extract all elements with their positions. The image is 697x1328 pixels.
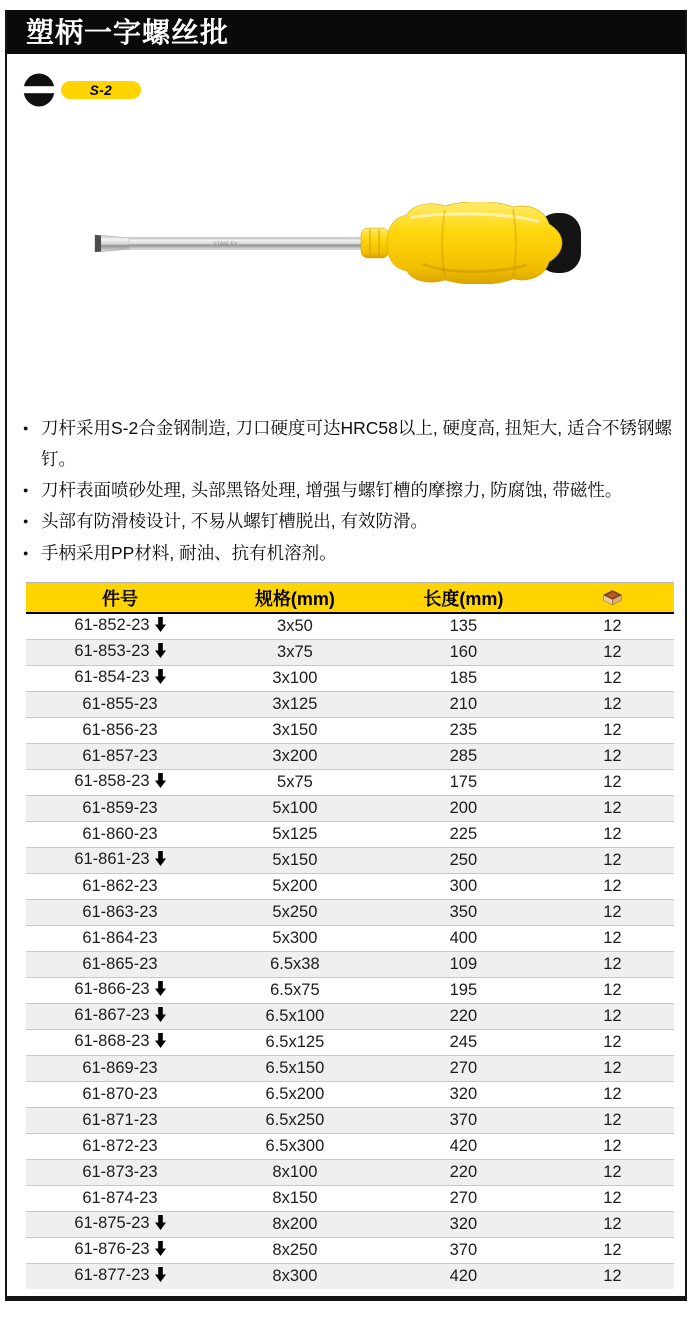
length-cell: 135 bbox=[449, 617, 478, 635]
part-number: 61-853-23 bbox=[74, 642, 150, 660]
qty-cell: 12 bbox=[551, 770, 674, 796]
part-number: 61-868-23 bbox=[74, 1032, 150, 1050]
table-row bbox=[26, 874, 674, 900]
length-cell: 270 bbox=[376, 1056, 551, 1082]
page-title: 塑柄一字螺丝批 bbox=[7, 10, 685, 54]
table-row bbox=[26, 1186, 674, 1212]
length-cell: 225 bbox=[376, 822, 551, 848]
spec-cell: 5x75 bbox=[214, 770, 376, 796]
spec-cell: 3x200 bbox=[214, 744, 376, 770]
length-cell: 210 bbox=[376, 692, 551, 718]
table-row bbox=[26, 613, 674, 640]
down-arrow-icon bbox=[155, 1215, 166, 1235]
spec-cell: 3x125 bbox=[214, 692, 376, 718]
spec-cell: 8x150 bbox=[214, 1186, 376, 1212]
length-cell: 245 bbox=[376, 1030, 551, 1056]
qty-cell: 12 bbox=[551, 926, 674, 952]
table-row bbox=[26, 900, 674, 926]
down-arrow-icon bbox=[155, 1241, 166, 1261]
length-cell: 270 bbox=[376, 1186, 551, 1212]
table-row bbox=[26, 1212, 674, 1238]
spec-table bbox=[26, 582, 674, 1289]
header-pack-qty bbox=[551, 583, 674, 614]
length-cell: 220 bbox=[376, 1004, 551, 1030]
part-number: 61-867-23 bbox=[74, 1006, 150, 1024]
qty-cell: 12 bbox=[551, 1238, 674, 1264]
table-row bbox=[26, 796, 674, 822]
table-row bbox=[26, 848, 674, 874]
part-number: 61-858-23 bbox=[74, 772, 150, 790]
table-row bbox=[26, 926, 674, 952]
down-arrow-icon bbox=[155, 1033, 166, 1053]
spec-cell: 3x75 bbox=[214, 640, 376, 666]
spec-cell: 5x300 bbox=[214, 926, 376, 952]
spec-cell: 6.5x250 bbox=[214, 1108, 376, 1134]
qty-cell: 12 bbox=[551, 666, 674, 692]
down-arrow-icon bbox=[155, 851, 166, 871]
qty-cell: 12 bbox=[551, 822, 674, 848]
qty-cell: 12 bbox=[603, 617, 622, 635]
product-photo bbox=[93, 202, 585, 289]
table-row bbox=[26, 666, 674, 692]
length-cell: 320 bbox=[376, 1082, 551, 1108]
qty-cell: 12 bbox=[551, 900, 674, 926]
qty-cell: 12 bbox=[551, 1212, 674, 1238]
qty-cell: 12 bbox=[551, 1264, 674, 1290]
part-number: 61-876-23 bbox=[74, 1240, 150, 1258]
part-number: 61-863-23 bbox=[82, 903, 158, 921]
down-arrow-icon bbox=[155, 981, 166, 1001]
part-number: 61-869-23 bbox=[82, 1059, 158, 1077]
part-number: 61-860-23 bbox=[82, 825, 158, 843]
qty-cell: 12 bbox=[551, 744, 674, 770]
table-row bbox=[26, 1238, 674, 1264]
spec-cell: 5x200 bbox=[214, 874, 376, 900]
feature-item: ● 刀杆表面喷砂处理, 头部黑铬处理, 增强与螺钉槽的摩擦力, 防腐蚀, 带磁性。 bbox=[23, 475, 675, 506]
spec-cell: 5x150 bbox=[214, 848, 376, 874]
table-row bbox=[26, 1082, 674, 1108]
part-number: 61-856-23 bbox=[82, 721, 158, 739]
qty-cell: 12 bbox=[551, 1030, 674, 1056]
part-number: 61-875-23 bbox=[74, 1214, 150, 1232]
part-number: 61-871-23 bbox=[82, 1111, 158, 1129]
length-cell: 250 bbox=[376, 848, 551, 874]
tip-type-row bbox=[22, 70, 141, 110]
part-number: 61-870-23 bbox=[82, 1085, 158, 1103]
spec-cell: 6.5x150 bbox=[214, 1056, 376, 1082]
down-arrow-icon bbox=[155, 1267, 166, 1287]
down-arrow-icon bbox=[155, 773, 166, 793]
part-number: 61-862-23 bbox=[82, 877, 158, 895]
table-row bbox=[26, 692, 674, 718]
qty-cell: 12 bbox=[551, 1134, 674, 1160]
length-cell: 320 bbox=[376, 1212, 551, 1238]
spec-cell: 6.5x300 bbox=[214, 1134, 376, 1160]
steel-grade-badge: S-2 bbox=[61, 81, 141, 99]
spec-cell: 5x100 bbox=[214, 796, 376, 822]
length-cell: 370 bbox=[376, 1238, 551, 1264]
feature-item: ● 刀杆采用S-2合金钢制造, 刀口硬度可达HRC58以上, 硬度高, 扭矩大, 适合不锈钢螺钉。 bbox=[23, 413, 675, 475]
spec-cell: 5x250 bbox=[214, 900, 376, 926]
spec-cell: 6.5x200 bbox=[214, 1082, 376, 1108]
feature-list bbox=[23, 413, 675, 569]
length-cell: 285 bbox=[376, 744, 551, 770]
qty-cell: 12 bbox=[551, 1186, 674, 1212]
table-row bbox=[26, 1160, 674, 1186]
qty-cell: 12 bbox=[551, 1108, 674, 1134]
header-spec: 规格(mm) bbox=[214, 583, 376, 614]
part-number: 61-865-23 bbox=[82, 955, 158, 973]
length-cell: 420 bbox=[376, 1134, 551, 1160]
qty-cell: 12 bbox=[551, 874, 674, 900]
length-cell: 185 bbox=[376, 666, 551, 692]
qty-cell: 12 bbox=[551, 692, 674, 718]
spec-cell: 8x300 bbox=[214, 1264, 376, 1290]
table-header-row bbox=[26, 583, 674, 614]
qty-cell: 12 bbox=[551, 718, 674, 744]
table-row bbox=[26, 718, 674, 744]
spec-cell: 3x150 bbox=[214, 718, 376, 744]
qty-cell: 12 bbox=[551, 978, 674, 1004]
spec-cell: 3x100 bbox=[214, 666, 376, 692]
part-number: 61-877-23 bbox=[74, 1266, 150, 1284]
header-part-number: 件号 bbox=[26, 583, 214, 614]
down-arrow-icon bbox=[155, 669, 166, 689]
length-cell: 350 bbox=[376, 900, 551, 926]
part-number: 61-872-23 bbox=[82, 1137, 158, 1155]
shaft-brand-text: STANLEY bbox=[213, 241, 238, 248]
table-row bbox=[26, 1134, 674, 1160]
qty-cell: 12 bbox=[551, 1082, 674, 1108]
table-row bbox=[26, 952, 674, 978]
length-cell: 200 bbox=[376, 796, 551, 822]
slotted-tip-icon bbox=[22, 72, 56, 108]
table-row bbox=[26, 640, 674, 666]
carton-icon bbox=[601, 589, 624, 606]
qty-cell: 12 bbox=[551, 952, 674, 978]
part-number: 61-866-23 bbox=[74, 980, 150, 998]
spec-cell: 8x100 bbox=[214, 1160, 376, 1186]
screwdriver-image bbox=[93, 202, 585, 284]
spec-cell: 5x125 bbox=[214, 822, 376, 848]
table-row bbox=[26, 1004, 674, 1030]
feature-item: ● 手柄采用PP材料, 耐油、抗有机溶剂。 bbox=[23, 538, 675, 569]
spec-cell: 6.5x75 bbox=[214, 978, 376, 1004]
length-cell: 370 bbox=[376, 1108, 551, 1134]
spec-cell: 6.5x125 bbox=[214, 1030, 376, 1056]
length-cell: 160 bbox=[376, 640, 551, 666]
qty-cell: 12 bbox=[551, 1056, 674, 1082]
part-number: 61-874-23 bbox=[82, 1189, 158, 1207]
length-cell: 195 bbox=[376, 978, 551, 1004]
qty-cell: 12 bbox=[551, 1004, 674, 1030]
down-arrow-icon bbox=[155, 617, 166, 637]
part-number: 61-852-23 bbox=[74, 616, 150, 634]
table-row bbox=[26, 1264, 674, 1290]
table-row bbox=[26, 744, 674, 770]
header-length: 长度(mm) bbox=[376, 583, 551, 614]
part-number: 61-857-23 bbox=[82, 747, 158, 765]
spec-cell: 8x200 bbox=[214, 1212, 376, 1238]
part-number: 61-855-23 bbox=[82, 695, 158, 713]
length-cell: 235 bbox=[376, 718, 551, 744]
qty-cell: 12 bbox=[551, 640, 674, 666]
table-row bbox=[26, 822, 674, 848]
table-row bbox=[26, 1030, 674, 1056]
part-number: 61-854-23 bbox=[74, 668, 150, 686]
qty-cell: 12 bbox=[551, 796, 674, 822]
part-number: 61-873-23 bbox=[82, 1163, 158, 1181]
length-cell: 109 bbox=[376, 952, 551, 978]
table-row bbox=[26, 1056, 674, 1082]
length-cell: 175 bbox=[376, 770, 551, 796]
length-cell: 220 bbox=[376, 1160, 551, 1186]
spec-cell: 6.5x38 bbox=[214, 952, 376, 978]
table-row bbox=[26, 770, 674, 796]
spec-cell: 6.5x100 bbox=[214, 1004, 376, 1030]
length-cell: 400 bbox=[376, 926, 551, 952]
spec-cell: 8x250 bbox=[214, 1238, 376, 1264]
down-arrow-icon bbox=[155, 643, 166, 663]
spec-cell: 3x50 bbox=[277, 617, 313, 635]
length-cell: 420 bbox=[376, 1264, 551, 1290]
table-body bbox=[26, 613, 674, 1289]
catalog-page-frame bbox=[5, 10, 687, 1301]
table-row bbox=[26, 978, 674, 1004]
down-arrow-icon bbox=[155, 1007, 166, 1027]
feature-item: ● 头部有防滑棱设计, 不易从螺钉槽脱出, 有效防滑。 bbox=[23, 506, 675, 537]
part-number: 61-859-23 bbox=[82, 799, 158, 817]
length-cell: 300 bbox=[376, 874, 551, 900]
qty-cell: 12 bbox=[551, 1160, 674, 1186]
table-row bbox=[26, 1108, 674, 1134]
part-number: 61-864-23 bbox=[82, 929, 158, 947]
qty-cell: 12 bbox=[551, 848, 674, 874]
part-number: 61-861-23 bbox=[74, 850, 150, 868]
